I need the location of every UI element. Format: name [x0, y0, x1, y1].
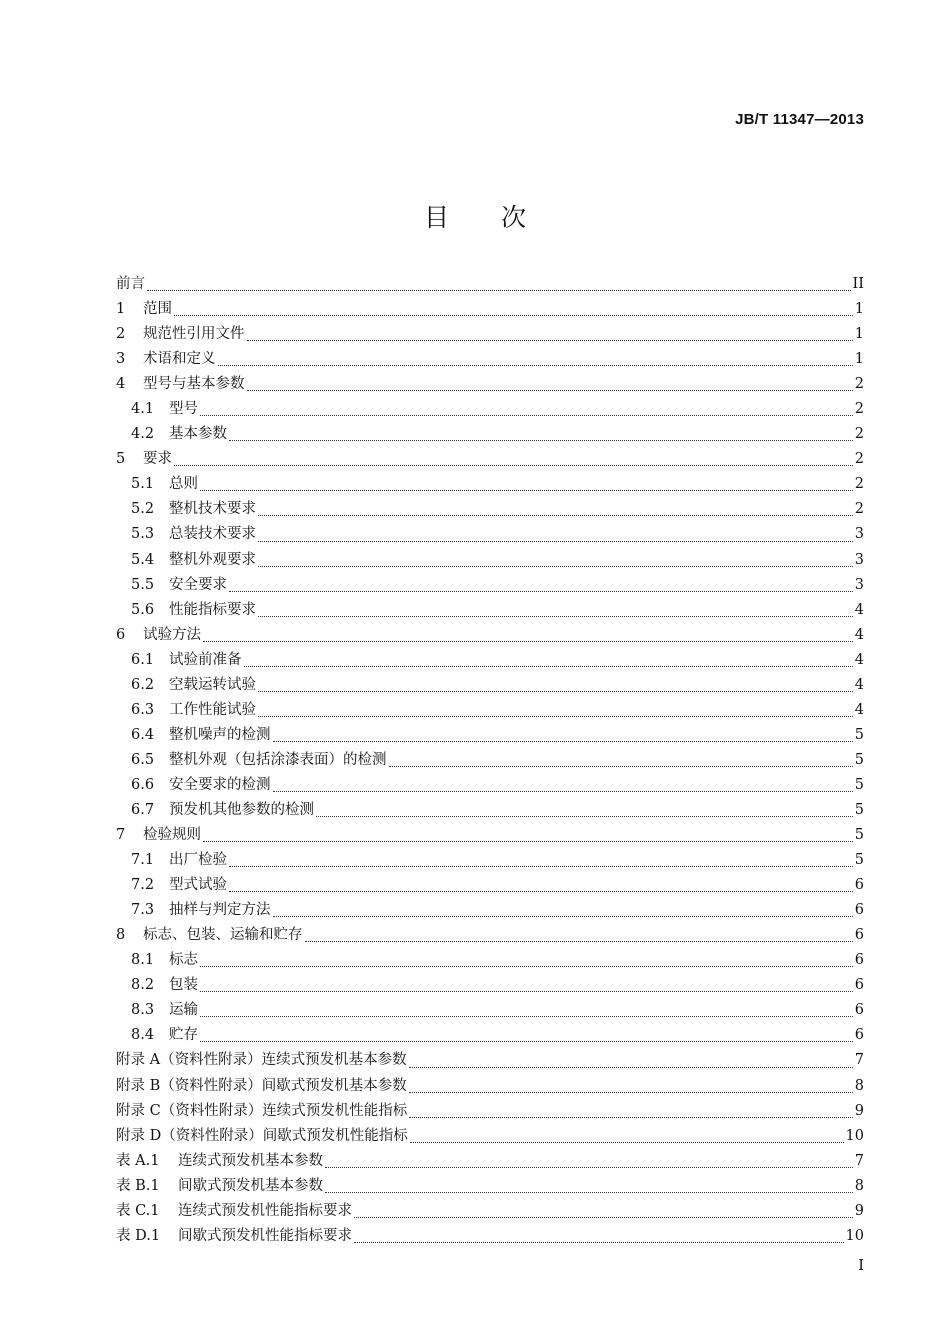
toc-entry-number: 表 B.1 [116, 1177, 160, 1194]
toc-dot-leader [258, 515, 853, 516]
toc-dot-leader [200, 966, 853, 967]
toc-dot-leader [229, 591, 853, 592]
toc-dot-leader [200, 415, 853, 416]
toc-dot-leader [354, 1242, 844, 1243]
toc-entry[interactable] [116, 497, 864, 522]
toc-dot-leader [174, 465, 853, 466]
toc-dot-leader [200, 1041, 853, 1042]
toc-dot-leader [229, 440, 853, 441]
toc-entry-page: 6 [854, 877, 864, 894]
toc-dot-leader [244, 666, 853, 667]
toc-entry-title: 预发机其他参数的检测 [169, 801, 314, 818]
toc-entry[interactable] [116, 522, 864, 547]
toc-entry-page: 2 [854, 426, 864, 443]
toc-entry-page: 6 [854, 1027, 864, 1044]
toc-entry-title: 型式试验 [169, 877, 227, 894]
toc-entry-page: 5 [854, 852, 864, 869]
toc-entry-title: 安全要求的检测 [169, 776, 271, 793]
toc-dot-leader [258, 541, 853, 542]
toc-dot-leader [410, 1142, 844, 1143]
toc-entry-number: 7.1 [131, 852, 155, 869]
toc-entry[interactable] [116, 347, 864, 372]
toc-entry[interactable] [116, 548, 864, 573]
toc-entry-page: II [852, 276, 864, 292]
toc-entry[interactable] [116, 1149, 864, 1174]
toc-dot-leader [247, 340, 853, 341]
toc-entry[interactable] [116, 698, 864, 723]
toc-entry-number: 8.4 [131, 1027, 155, 1044]
toc-entry-page: 1 [854, 326, 864, 343]
toc-entry[interactable] [116, 898, 864, 923]
toc-entry-number: 1 [116, 301, 126, 318]
toc-entry-page: 4 [854, 651, 864, 668]
toc-entry[interactable] [116, 272, 864, 297]
toc-entry-number: 表 A.1 [116, 1152, 160, 1169]
toc-entry-page: 6 [854, 977, 864, 994]
toc-entry-title: 包装 [169, 977, 198, 994]
toc-dot-leader [354, 1217, 853, 1218]
toc-entry-page: 2 [854, 476, 864, 493]
toc-entry[interactable] [116, 1199, 864, 1224]
toc-entry-page: 2 [854, 451, 864, 468]
toc-entry[interactable] [116, 397, 864, 422]
toc-dot-leader [203, 641, 853, 642]
toc-dot-leader [229, 891, 853, 892]
toc-entry-page: 1 [854, 301, 864, 318]
toc-entry-title: 范围 [143, 301, 172, 318]
toc-entry-title: 试验前准备 [169, 651, 242, 668]
table-of-contents [116, 272, 864, 1249]
toc-dot-leader [409, 1092, 853, 1093]
toc-entry[interactable] [116, 973, 864, 998]
toc-entry[interactable] [116, 447, 864, 472]
toc-entry[interactable] [116, 372, 864, 397]
toc-entry-title: 术语和定义 [143, 351, 216, 368]
toc-entry-title: 性能指标要求 [169, 601, 256, 618]
standard-code: JB/T 11347—2013 [735, 111, 864, 128]
toc-entry-number: 5.3 [131, 526, 155, 543]
toc-entry[interactable] [116, 848, 864, 873]
toc-entry[interactable] [116, 1074, 864, 1099]
toc-entry-page: 5 [854, 827, 864, 844]
toc-dot-leader [305, 941, 853, 942]
toc-entry-page: 10 [845, 1227, 864, 1244]
toc-entry-title: 工作性能试验 [169, 701, 256, 718]
toc-entry-title: 附录 A（资料性附录）连续式预发机基本参数 [116, 1052, 407, 1069]
toc-entry-number: 4 [116, 376, 126, 393]
toc-entry-title: 附录 B（资料性附录）间歇式预发机基本参数 [116, 1077, 407, 1094]
toc-entry-page: 8 [854, 1177, 864, 1194]
toc-entry-page: 9 [854, 1202, 864, 1219]
toc-entry[interactable] [116, 1174, 864, 1199]
toc-entry-page: 1 [854, 351, 864, 368]
toc-dot-leader [200, 490, 853, 491]
toc-entry[interactable] [116, 1048, 864, 1073]
toc-entry-number: 8.2 [131, 977, 155, 994]
toc-entry[interactable] [116, 948, 864, 973]
toc-entry-title: 总装技术要求 [169, 526, 256, 543]
toc-entry-title: 空载运转试验 [169, 676, 256, 693]
toc-entry-title: 贮存 [169, 1027, 198, 1044]
toc-entry[interactable] [116, 998, 864, 1023]
toc-entry-page: 3 [854, 526, 864, 543]
toc-entry-title: 检验规则 [143, 827, 201, 844]
toc-entry-number: 8.3 [131, 1002, 155, 1019]
toc-entry-page: 4 [854, 626, 864, 643]
toc-entry-number: 7 [116, 827, 126, 844]
toc-entry[interactable] [116, 1124, 864, 1149]
toc-entry-page: 5 [854, 801, 864, 818]
toc-entry-number: 5 [116, 451, 126, 468]
toc-entry-title: 附录 C（资料性附录）连续式预发机性能指标 [116, 1102, 408, 1119]
toc-entry-number: 5.1 [131, 476, 155, 493]
toc-entry-page: 3 [854, 576, 864, 593]
toc-entry[interactable] [116, 322, 864, 347]
toc-entry-page: 5 [854, 776, 864, 793]
toc-entry-number: 6 [116, 626, 126, 643]
toc-entry-number: 6.2 [131, 676, 155, 693]
toc-dot-leader [203, 841, 853, 842]
toc-entry-page: 4 [854, 601, 864, 618]
toc-dot-leader [409, 1067, 853, 1068]
toc-entry-number: 5.2 [131, 501, 155, 518]
toc-entry-title: 连续式预发机基本参数 [178, 1152, 323, 1169]
toc-dot-leader [258, 566, 853, 567]
toc-entry-title: 间歇式预发机基本参数 [178, 1177, 323, 1194]
toc-dot-leader [247, 390, 853, 391]
toc-entry[interactable] [116, 798, 864, 823]
toc-entry-number: 6.5 [131, 751, 155, 768]
toc-entry-number: 表 C.1 [116, 1202, 160, 1219]
toc-entry-page: 2 [854, 376, 864, 393]
toc-entry[interactable] [116, 673, 864, 698]
toc-entry-page: 2 [854, 501, 864, 518]
toc-entry[interactable] [116, 873, 864, 898]
toc-entry[interactable] [116, 773, 864, 798]
toc-entry[interactable] [116, 573, 864, 598]
toc-entry[interactable] [116, 1099, 864, 1124]
toc-entry-number: 6.3 [131, 701, 155, 718]
toc-dot-leader [258, 691, 853, 692]
toc-entry-number: 7.3 [131, 902, 155, 919]
toc-dot-leader [229, 866, 853, 867]
page-title: 目次 [423, 203, 578, 232]
toc-entry-number: 6.1 [131, 651, 155, 668]
toc-entry-title: 附录 D（资料性附录）间歇式预发机性能指标 [116, 1127, 408, 1144]
toc-entry[interactable] [116, 1023, 864, 1048]
toc-entry[interactable] [116, 648, 864, 673]
toc-dot-leader [316, 816, 853, 817]
toc-dot-leader [200, 1016, 853, 1017]
toc-dot-leader [200, 991, 853, 992]
toc-dot-leader [273, 741, 853, 742]
toc-entry-title: 安全要求 [169, 576, 227, 593]
toc-entry-number: 4.2 [131, 426, 155, 443]
toc-entry-page: 6 [854, 927, 864, 944]
toc-dot-leader [389, 766, 853, 767]
toc-dot-leader [147, 290, 851, 291]
toc-dot-leader [258, 616, 853, 617]
toc-entry-number: 3 [116, 351, 126, 368]
toc-entry-page: 10 [845, 1127, 864, 1144]
toc-entry-number: 5.4 [131, 551, 155, 568]
toc-dot-leader [258, 716, 853, 717]
toc-entry-title: 间歇式预发机性能指标要求 [178, 1227, 352, 1244]
toc-entry-title: 要求 [143, 451, 172, 468]
toc-entry-number: 2 [116, 326, 126, 343]
toc-entry-page: 8 [854, 1077, 864, 1094]
toc-entry-number: 8.1 [131, 952, 155, 969]
toc-entry-title: 型号与基本参数 [143, 376, 245, 393]
toc-entry[interactable] [116, 923, 864, 948]
toc-entry-page: 6 [854, 1002, 864, 1019]
toc-entry[interactable] [116, 1224, 864, 1249]
toc-entry-page: 4 [854, 676, 864, 693]
toc-entry-page: 7 [854, 1052, 864, 1069]
toc-entry-number: 8 [116, 927, 126, 944]
toc-entry-title: 整机外观（包括涂漆表面）的检测 [169, 751, 387, 768]
toc-entry-number: 6.7 [131, 801, 155, 818]
page-folio: I [858, 1258, 864, 1274]
toc-entry-title: 出厂检验 [169, 852, 227, 869]
toc-entry-title: 标志、包装、运输和贮存 [143, 927, 303, 944]
toc-entry-page: 2 [854, 401, 864, 418]
toc-entry-page: 7 [854, 1152, 864, 1169]
toc-dot-leader [273, 791, 853, 792]
toc-entry[interactable] [116, 723, 864, 748]
toc-entry-title: 规范性引用文件 [143, 326, 245, 343]
toc-entry-title: 前言 [116, 276, 145, 292]
toc-entry-page: 6 [854, 902, 864, 919]
toc-entry-title: 总则 [169, 476, 198, 493]
toc-dot-leader [273, 916, 853, 917]
toc-entry-number: 表 D.1 [116, 1227, 161, 1244]
toc-entry-title: 整机噪声的检测 [169, 726, 271, 743]
toc-entry[interactable] [116, 422, 864, 447]
toc-entry-number: 4.1 [131, 401, 155, 418]
toc-entry-page: 6 [854, 952, 864, 969]
toc-entry-number: 7.2 [131, 877, 155, 894]
toc-entry[interactable] [116, 472, 864, 497]
toc-entry-title: 基本参数 [169, 426, 227, 443]
toc-entry-title: 标志 [169, 952, 198, 969]
toc-entry[interactable] [116, 748, 864, 773]
toc-entry-number: 6.4 [131, 726, 155, 743]
toc-dot-leader [409, 1117, 853, 1118]
toc-entry-page: 4 [854, 701, 864, 718]
toc-entry[interactable] [116, 598, 864, 623]
toc-entry-number: 5.5 [131, 576, 155, 593]
toc-entry-title: 整机外观要求 [169, 551, 256, 568]
toc-entry[interactable] [116, 823, 864, 848]
toc-entry-page: 5 [854, 751, 864, 768]
toc-entry-title: 抽样与判定方法 [169, 902, 271, 919]
toc-entry-title: 连续式预发机性能指标要求 [178, 1202, 352, 1219]
toc-entry-page: 9 [854, 1102, 864, 1119]
toc-entry[interactable] [116, 297, 864, 322]
toc-entry[interactable] [116, 623, 864, 648]
toc-dot-leader [325, 1167, 853, 1168]
toc-dot-leader [218, 365, 853, 366]
toc-dot-leader [325, 1192, 853, 1193]
toc-entry-page: 5 [854, 726, 864, 743]
toc-entry-title: 型号 [169, 401, 198, 418]
toc-entry-title: 运输 [169, 1002, 198, 1019]
toc-dot-leader [174, 315, 853, 316]
toc-entry-number: 5.6 [131, 601, 155, 618]
toc-entry-title: 试验方法 [143, 626, 201, 643]
toc-entry-number: 6.6 [131, 776, 155, 793]
toc-entry-page: 3 [854, 551, 864, 568]
toc-entry-title: 整机技术要求 [169, 501, 256, 518]
